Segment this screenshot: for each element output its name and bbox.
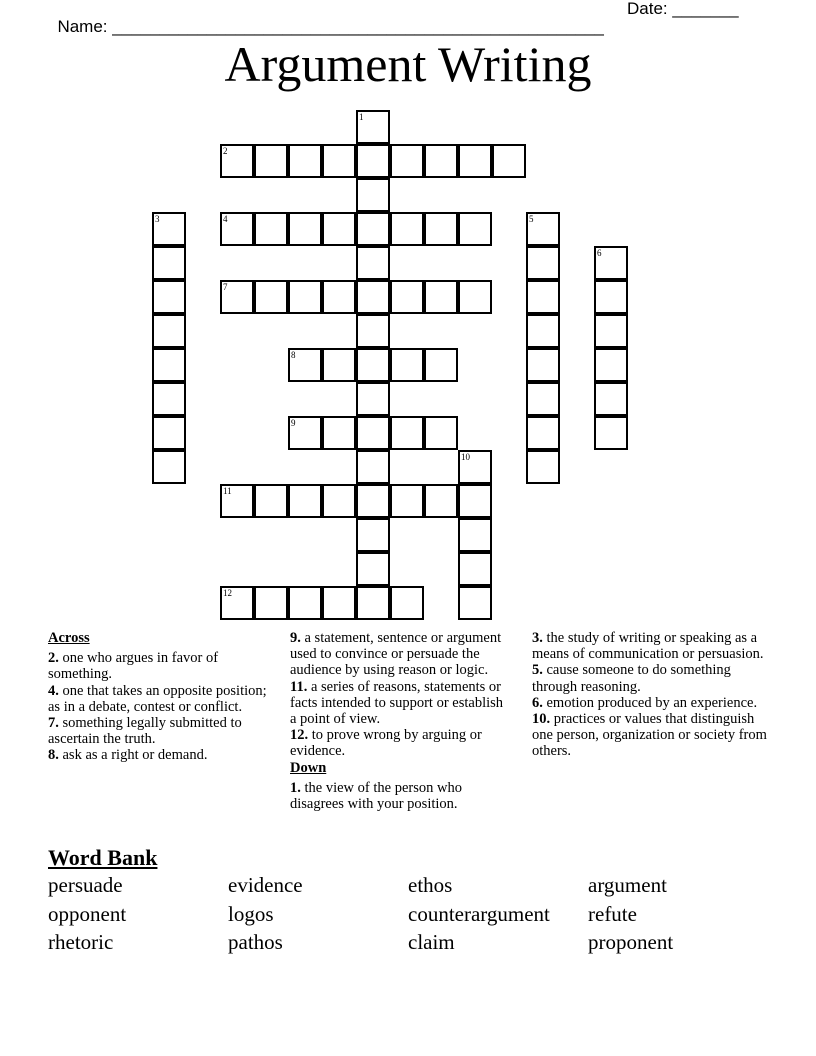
cell-number: 4 bbox=[223, 214, 228, 224]
word-bank-word: pathos bbox=[228, 930, 283, 954]
word-bank-word: claim bbox=[408, 930, 455, 954]
word-bank-title: Word Bank bbox=[48, 845, 158, 870]
crossword-cell[interactable] bbox=[288, 416, 322, 450]
crossword-cell[interactable] bbox=[526, 280, 560, 314]
word-bank-word: proponent bbox=[588, 930, 674, 954]
crossword-cell[interactable] bbox=[220, 484, 254, 518]
clue-across-9: 9. a statement, sentence or argument used to convince or persuade the audience by using reason or logic. bbox=[290, 630, 502, 679]
word-bank-word: evidence bbox=[228, 873, 303, 897]
crossword-cell[interactable] bbox=[254, 484, 288, 518]
crossword-cell[interactable] bbox=[220, 586, 254, 620]
crossword-cell[interactable] bbox=[594, 314, 628, 348]
crossword-cell[interactable] bbox=[322, 484, 356, 518]
crossword-cell[interactable] bbox=[526, 212, 560, 246]
crossword-cell[interactable] bbox=[356, 484, 390, 518]
clues-column-1 bbox=[48, 630, 270, 764]
crossword-cell[interactable] bbox=[356, 382, 390, 416]
crossword-cell[interactable] bbox=[526, 314, 560, 348]
cell-number: 5 bbox=[529, 214, 534, 224]
cell-number: 1 bbox=[359, 112, 364, 122]
crossword-cell[interactable] bbox=[152, 382, 186, 416]
clue-across-12: 12. to prove wrong by arguing or evidence. bbox=[290, 727, 482, 760]
clue-across-11: 11. a series of reasons, statements or facts intended to support or establish a point of view. bbox=[290, 678, 504, 728]
crossword-cell[interactable] bbox=[322, 212, 356, 246]
crossword-cell[interactable] bbox=[424, 484, 458, 518]
crossword-cell[interactable] bbox=[458, 280, 492, 314]
crossword-cell[interactable] bbox=[458, 144, 492, 178]
cell-number: 10 bbox=[461, 452, 470, 462]
crossword-cell[interactable] bbox=[220, 280, 254, 314]
cell-number: 3 bbox=[155, 214, 160, 224]
crossword-cell[interactable] bbox=[288, 484, 322, 518]
crossword-cell[interactable] bbox=[424, 212, 458, 246]
name-field-label[interactable]: Name: ____________________________________________________ bbox=[57, 17, 604, 36]
crossword-cell[interactable] bbox=[356, 280, 390, 314]
crossword-cell[interactable] bbox=[526, 348, 560, 382]
crossword-cell[interactable] bbox=[254, 144, 288, 178]
crossword-cell[interactable] bbox=[390, 348, 424, 382]
crossword-cell[interactable] bbox=[458, 518, 492, 552]
crossword-cell[interactable] bbox=[424, 348, 458, 382]
clue-down-6: 6. emotion produced by an experience. bbox=[532, 694, 758, 711]
crossword-cell[interactable] bbox=[322, 416, 356, 450]
down-heading: Down bbox=[290, 759, 327, 776]
word-bank-word: persuade bbox=[48, 873, 123, 897]
word-bank-word: rhetoric bbox=[48, 930, 114, 954]
word-bank-word: counterargument bbox=[408, 901, 550, 926]
crossword-cell[interactable] bbox=[356, 178, 390, 212]
page-title: Argument Writing bbox=[224, 36, 592, 92]
crossword-cell[interactable] bbox=[458, 450, 492, 484]
cell-number: 7 bbox=[223, 282, 228, 292]
crossword-cell[interactable] bbox=[152, 212, 186, 246]
word-bank-row bbox=[48, 873, 768, 902]
crossword-cell[interactable] bbox=[322, 586, 356, 620]
crossword-cell[interactable] bbox=[220, 212, 254, 246]
clue-down-5: 5. cause someone to do something through reasoning. bbox=[532, 662, 731, 695]
word-bank-word: opponent bbox=[48, 901, 127, 926]
crossword-cell[interactable] bbox=[424, 416, 458, 450]
crossword-cell[interactable] bbox=[526, 416, 560, 450]
crossword-cell[interactable] bbox=[220, 144, 254, 178]
crossword-cell[interactable] bbox=[356, 212, 390, 246]
word-bank-row bbox=[48, 930, 768, 959]
word-bank-word: logos bbox=[228, 901, 274, 926]
crossword-cell[interactable] bbox=[390, 586, 424, 620]
clue-down-10: 10. practices or values that distinguish one person, organization or society from others. bbox=[532, 711, 767, 760]
crossword-cell[interactable] bbox=[458, 552, 492, 586]
crossword-cell[interactable] bbox=[356, 246, 390, 280]
crossword-cell[interactable] bbox=[458, 586, 492, 620]
crossword-cell[interactable] bbox=[152, 416, 186, 450]
clue-across-2: 2. one who argues in favor of something. bbox=[48, 650, 219, 683]
crossword-cell[interactable] bbox=[152, 280, 186, 314]
header bbox=[48, 0, 768, 36]
crossword-cell[interactable] bbox=[288, 586, 322, 620]
crossword-cell[interactable] bbox=[594, 348, 628, 382]
word-bank-row bbox=[48, 902, 768, 931]
crossword-cell[interactable] bbox=[254, 212, 288, 246]
crossword-cell[interactable] bbox=[594, 246, 628, 280]
cell-number: 6 bbox=[597, 248, 602, 258]
crossword-cell[interactable] bbox=[356, 348, 390, 382]
crossword-cell[interactable] bbox=[356, 416, 390, 450]
clues-column-3 bbox=[532, 630, 768, 760]
crossword-cell[interactable] bbox=[390, 212, 424, 246]
clue-across-7: 7. something legally submitted to ascertain the truth. bbox=[48, 715, 242, 748]
cell-number: 8 bbox=[291, 350, 296, 360]
crossword-cell[interactable] bbox=[526, 246, 560, 280]
crossword-cell[interactable] bbox=[526, 382, 560, 416]
crossword-cell[interactable] bbox=[322, 348, 356, 382]
crossword-cell[interactable] bbox=[526, 450, 560, 484]
crossword-cell[interactable] bbox=[356, 518, 390, 552]
crossword-cell[interactable] bbox=[390, 280, 424, 314]
cell-number: 9 bbox=[291, 418, 296, 428]
crossword-cell[interactable] bbox=[390, 416, 424, 450]
clue-down-1: 1. the view of the person who disagrees with your position. bbox=[290, 779, 462, 813]
crossword-cell[interactable] bbox=[288, 212, 322, 246]
crossword-cell[interactable] bbox=[356, 314, 390, 348]
crossword-cell[interactable] bbox=[152, 348, 186, 382]
crossword-cell[interactable] bbox=[152, 450, 186, 484]
crossword-cell[interactable] bbox=[356, 552, 390, 586]
crossword-cell[interactable] bbox=[594, 416, 628, 450]
word-bank-word: argument bbox=[588, 873, 667, 897]
crossword-cell[interactable] bbox=[424, 144, 458, 178]
crossword-cell[interactable] bbox=[390, 144, 424, 178]
crossword-cell[interactable] bbox=[152, 246, 186, 280]
crossword-cell[interactable] bbox=[356, 110, 390, 144]
crossword-cell[interactable] bbox=[458, 484, 492, 518]
crossword-cell[interactable] bbox=[356, 586, 390, 620]
crossword-cell[interactable] bbox=[356, 450, 390, 484]
across-heading: Across bbox=[48, 630, 90, 646]
crossword-cell[interactable] bbox=[288, 348, 322, 382]
cell-number: 2 bbox=[223, 146, 228, 156]
crossword-cell[interactable] bbox=[322, 280, 356, 314]
clue-across-8: 8. ask as a right or demand. bbox=[48, 747, 208, 764]
crossword-cell[interactable] bbox=[152, 314, 186, 348]
crossword-cell[interactable] bbox=[424, 280, 458, 314]
crossword-cell[interactable] bbox=[322, 144, 356, 178]
crossword-cell[interactable] bbox=[254, 280, 288, 314]
crossword-cell[interactable] bbox=[458, 212, 492, 246]
cell-number: 12 bbox=[223, 588, 232, 598]
crossword-cell[interactable] bbox=[594, 382, 628, 416]
clues-column-2 bbox=[290, 630, 510, 812]
word-bank bbox=[48, 873, 768, 959]
crossword-cell[interactable] bbox=[254, 586, 288, 620]
crossword-cell[interactable] bbox=[356, 144, 390, 178]
crossword-cell[interactable] bbox=[594, 280, 628, 314]
clue-down-3: 3. the study of writing or speaking as a means of communication or persuasion. bbox=[532, 630, 764, 663]
cell-number: 11 bbox=[223, 486, 232, 496]
clue-across-4: 4. one that takes an opposite position; as in a debate, contest or conflict. bbox=[48, 682, 267, 715]
crossword-cell[interactable] bbox=[288, 280, 322, 314]
crossword-cell[interactable] bbox=[288, 144, 322, 178]
word-bank-word: refute bbox=[588, 901, 637, 926]
date-field-label[interactable]: Date: _______ bbox=[627, 0, 739, 18]
crossword-cell[interactable] bbox=[390, 484, 424, 518]
word-bank-word: ethos bbox=[408, 873, 453, 897]
crossword-cell[interactable] bbox=[492, 144, 526, 178]
